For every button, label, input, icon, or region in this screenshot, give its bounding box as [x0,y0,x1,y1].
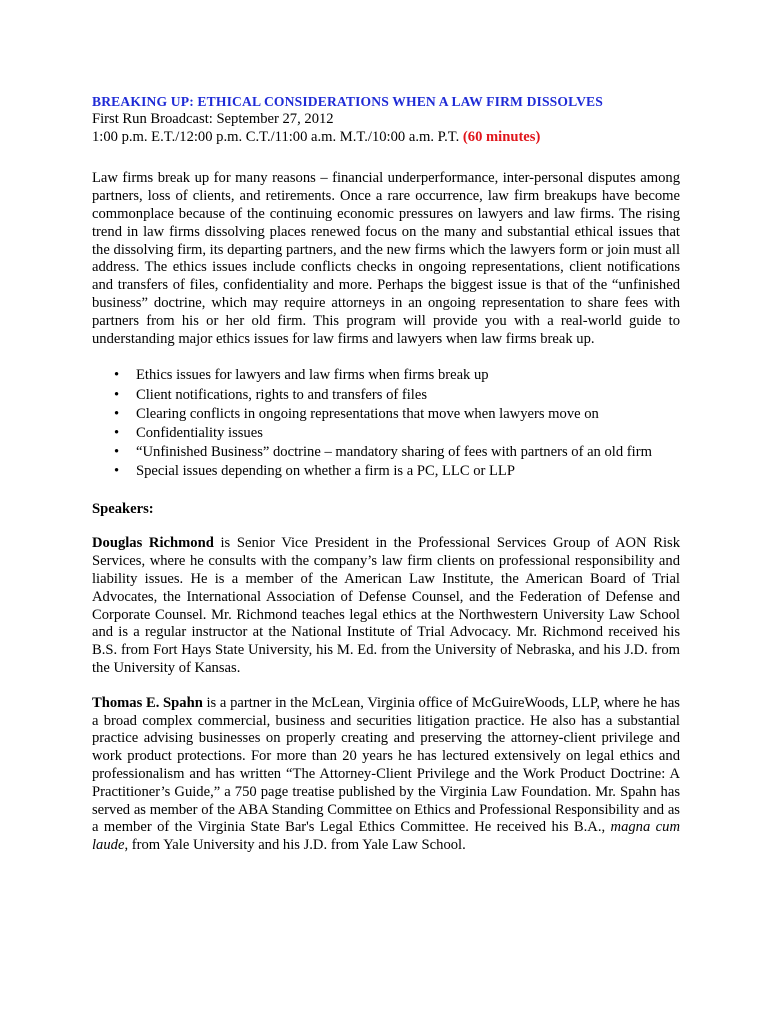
list-item [92,424,680,443]
bullet-icon: • [114,463,120,480]
speaker-name: Thomas E. Spahn [92,694,203,711]
bullet-icon: • [114,424,120,441]
topic-text: Confidentiality issues [136,424,263,441]
list-item [92,386,680,405]
bullet-icon: • [114,386,120,403]
program-title: BREAKING UP: ETHICAL CONSIDERATIONS WHEN A LAW FIRM DISSOLVES [92,94,603,109]
speaker-bio-richmond [92,535,680,677]
topic-text: “Unfinished Business” doctrine – mandatory sharing of fees with partners of an old firm [136,444,652,461]
broadcast-time-zones: 1:00 p.m. E.T./12:00 p.m. C.T./11:00 a.m. M.T./10:00 a.m. P.T. [92,128,463,145]
topic-list [92,366,680,481]
document-page [92,93,680,855]
topic-text: Ethics issues for lawyers and law firms when firms break up [136,367,489,384]
list-item [92,443,680,462]
topic-text: Special issues depending on whether a firm is a PC, LLC or LLP [136,463,515,480]
speaker-bio-text: is Senior Vice President in the Professional Services Group of AON Risk Services, where he consults with the company’s law firm clients on professional responsibility and liability issues. He is a member of the American Law Institute, the American Board of Trial Advocates, the International Association of Defense Counsel, and the Federation of Defense and Corporate Counsel. Mr. Richmond teaches legal ethics at the Northwestern University Law School and is a regular instructor at the National Institute of Trial Advocacy. Mr. Richmond received his B.S. from Fort Hays State University, his M. Ed. from the University of Nebraska, and his J.D. from the University of Kansas. [92,535,680,676]
speaker-honors: magna cum laude [92,819,680,854]
topic-text: Client notifications, rights to and transfers of files [136,386,428,403]
speaker-bio-spahn [92,695,680,855]
speaker-bio-text-end: , from Yale University and his J.D. from Yale Law School. [124,837,466,854]
bullet-icon: • [114,444,120,461]
program-description: Law firms break up for many reasons – financial underperformance, inter-personal disputes among partners, loss of clients, and retirements. Once a rare occurrence, law firm breakups have become commonplace because of the continuing economic pressures on lawyers and law firms. The rising trend in law firms dissolving places renewed focus on the many and substantial ethical issues that the dissolving firm, its departing partners, and the new firms which the lawyers form or join must all address. The ethics issues include conflicts checks in ongoing representations, client notifications and transfers of files, confidentiality and more. Perhaps the biggest issue is that of the “unfinished business” doctrine, which may require attorneys in an ongoing representation to share fees with partners from his or her old firm. This program will provide you with a real-world guide to understanding major ethics issues for law firms and lawyers when law firms break up. [92,170,680,347]
topic-text: Clearing conflicts in ongoing representations that move when lawyers move on [136,405,599,422]
program-duration: (60 minutes) [462,128,541,145]
list-item [92,366,680,385]
broadcast-times [92,129,680,147]
speaker-bio-text: is a partner in the McLean, Virginia office of McGuireWoods, LLP, where he has a broad complex commercial, business and securities litigation practice. He also has a substantial practice advising businesses on properly creating and preserving the attorney-client privilege and work product protections. For more than 20 years he has lectured extensively on legal ethics and professionalism and has written “The Attorney-Client Privilege and the Work Product Doctrine: A Practitioner’s Guide,” a 750 page treatise published by the Virginia Law Foundation. Mr. Spahn has served as member of the ABA Standing Committee on Ethics and Professional Responsibility and as a member of the Virginia State Bar's Legal Ethics Committee. He received his B.A., [92,694,680,836]
speakers-heading: Speakers: [92,500,154,517]
bullet-icon: • [114,367,120,384]
bullet-icon: • [114,405,120,422]
first-run-broadcast: First Run Broadcast: September 27, 2012 [92,110,334,127]
speaker-name: Douglas Richmond [92,535,214,552]
list-item [92,462,680,481]
list-item [92,405,680,424]
